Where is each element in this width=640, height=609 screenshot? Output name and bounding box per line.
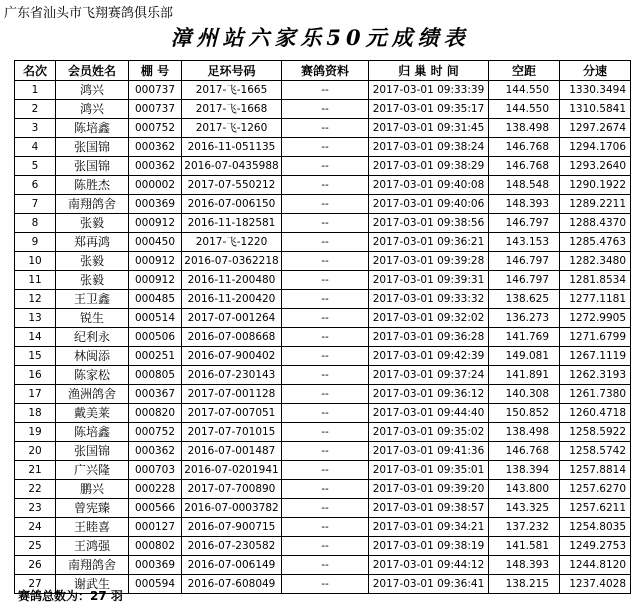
loft-number-cell: 000566 xyxy=(129,499,182,518)
distance-cell: 143.800 xyxy=(489,480,560,499)
pigeon-info-cell: -- xyxy=(282,366,369,385)
ring-number-cell: 2017-07-701015 xyxy=(182,423,282,442)
table-row xyxy=(15,480,631,499)
pigeon-info-cell: -- xyxy=(282,195,369,214)
distance-cell: 136.273 xyxy=(489,309,560,328)
header-rank: 名次 xyxy=(15,61,56,81)
ring-number-cell: 2016-07-0201941 xyxy=(182,461,282,480)
pigeon-info-cell: -- xyxy=(282,214,369,233)
member-name-cell: 张毅 xyxy=(56,252,129,271)
table-row xyxy=(15,100,631,119)
table-row xyxy=(15,556,631,575)
speed-cell: 1282.3480 xyxy=(560,252,631,271)
speed-cell: 1254.8035 xyxy=(560,518,631,537)
distance-cell: 143.153 xyxy=(489,233,560,252)
arrival-time-cell: 2017-03-01 09:40:08 xyxy=(369,176,489,195)
pigeon-info-cell: -- xyxy=(282,556,369,575)
loft-number-cell: 000369 xyxy=(129,195,182,214)
loft-number-cell: 000802 xyxy=(129,537,182,556)
speed-cell: 1277.1181 xyxy=(560,290,631,309)
pigeon-info-cell: -- xyxy=(282,499,369,518)
header-member-name: 会员姓名 xyxy=(56,61,129,81)
header-speed: 分速 xyxy=(560,61,631,81)
loft-number-cell: 000703 xyxy=(129,461,182,480)
arrival-time-cell: 2017-03-01 09:35:02 xyxy=(369,423,489,442)
distance-cell: 146.797 xyxy=(489,214,560,233)
ring-number-cell: 2016-07-006149 xyxy=(182,556,282,575)
rank-cell: 12 xyxy=(15,290,56,309)
distance-cell: 143.325 xyxy=(489,499,560,518)
pigeon-info-cell: -- xyxy=(282,537,369,556)
distance-cell: 144.550 xyxy=(489,100,560,119)
speed-cell: 1297.2674 xyxy=(560,119,631,138)
speed-cell: 1262.3193 xyxy=(560,366,631,385)
distance-cell: 138.498 xyxy=(489,423,560,442)
loft-number-cell: 000752 xyxy=(129,423,182,442)
rank-cell: 10 xyxy=(15,252,56,271)
speed-cell: 1330.3494 xyxy=(560,81,631,100)
ring-number-cell: 2016-07-0003782 xyxy=(182,499,282,518)
rank-cell: 16 xyxy=(15,366,56,385)
arrival-time-cell: 2017-03-01 09:36:28 xyxy=(369,328,489,347)
arrival-time-cell: 2017-03-01 09:41:36 xyxy=(369,442,489,461)
speed-cell: 1281.8534 xyxy=(560,271,631,290)
pigeon-info-cell: -- xyxy=(282,385,369,404)
table-row xyxy=(15,423,631,442)
pigeon-info-cell: -- xyxy=(282,423,369,442)
loft-number-cell: 000912 xyxy=(129,214,182,233)
arrival-time-cell: 2017-03-01 09:36:12 xyxy=(369,385,489,404)
header-loft-number: 棚 号 xyxy=(129,61,182,81)
pigeon-info-cell: -- xyxy=(282,328,369,347)
member-name-cell: 陈胜杰 xyxy=(56,176,129,195)
member-name-cell: 郑再鸿 xyxy=(56,233,129,252)
pigeon-info-cell: -- xyxy=(282,100,369,119)
table-row xyxy=(15,233,631,252)
ring-number-cell: 2016-07-900715 xyxy=(182,518,282,537)
pigeon-info-cell: -- xyxy=(282,252,369,271)
pigeon-info-cell: -- xyxy=(282,138,369,157)
arrival-time-cell: 2017-03-01 09:36:41 xyxy=(369,575,489,594)
arrival-time-cell: 2017-03-01 09:39:31 xyxy=(369,271,489,290)
loft-number-cell: 000450 xyxy=(129,233,182,252)
speed-cell: 1257.8814 xyxy=(560,461,631,480)
ring-number-cell: 2016-07-230143 xyxy=(182,366,282,385)
member-name-cell: 王鸿强 xyxy=(56,537,129,556)
member-name-cell: 陈培鑫 xyxy=(56,119,129,138)
distance-cell: 138.215 xyxy=(489,575,560,594)
ring-number-cell: 2017-07-007051 xyxy=(182,404,282,423)
loft-number-cell: 000506 xyxy=(129,328,182,347)
member-name-cell: 戴美莱 xyxy=(56,404,129,423)
distance-cell: 150.852 xyxy=(489,404,560,423)
ring-number-cell: 2016-11-200420 xyxy=(182,290,282,309)
ring-number-cell: 2017-07-700890 xyxy=(182,480,282,499)
table-row xyxy=(15,518,631,537)
member-name-cell: 鹏兴 xyxy=(56,480,129,499)
ring-number-cell: 2017-飞-1220 xyxy=(182,233,282,252)
distance-cell: 141.891 xyxy=(489,366,560,385)
loft-number-cell: 000912 xyxy=(129,252,182,271)
member-name-cell: 张国锦 xyxy=(56,138,129,157)
ring-number-cell: 2017-07-001264 xyxy=(182,309,282,328)
arrival-time-cell: 2017-03-01 09:38:24 xyxy=(369,138,489,157)
arrival-time-cell: 2017-03-01 09:42:39 xyxy=(369,347,489,366)
ring-number-cell: 2016-07-608049 xyxy=(182,575,282,594)
ring-number-cell: 2016-07-001487 xyxy=(182,442,282,461)
loft-number-cell: 000002 xyxy=(129,176,182,195)
ring-number-cell: 2017-飞-1668 xyxy=(182,100,282,119)
rank-cell: 26 xyxy=(15,556,56,575)
table-row xyxy=(15,290,631,309)
speed-cell: 1257.6270 xyxy=(560,480,631,499)
header-ring-number: 足环号码 xyxy=(182,61,282,81)
speed-cell: 1237.4028 xyxy=(560,575,631,594)
pigeon-info-cell: -- xyxy=(282,461,369,480)
loft-number-cell: 000752 xyxy=(129,119,182,138)
table-row xyxy=(15,347,631,366)
table-row xyxy=(15,309,631,328)
arrival-time-cell: 2017-03-01 09:31:45 xyxy=(369,119,489,138)
distance-cell: 146.797 xyxy=(489,271,560,290)
arrival-time-cell: 2017-03-01 09:38:29 xyxy=(369,157,489,176)
arrival-time-cell: 2017-03-01 09:36:21 xyxy=(369,233,489,252)
loft-number-cell: 000228 xyxy=(129,480,182,499)
loft-number-cell: 000485 xyxy=(129,290,182,309)
pigeon-info-cell: -- xyxy=(282,480,369,499)
rank-cell: 4 xyxy=(15,138,56,157)
club-name: 广东省汕头市飞翔赛鸽俱乐部 xyxy=(4,6,174,21)
member-name-cell: 谢武生 xyxy=(56,575,129,594)
table-row xyxy=(15,366,631,385)
ring-number-cell: 2017-07-001128 xyxy=(182,385,282,404)
pigeon-info-cell: -- xyxy=(282,271,369,290)
table-row xyxy=(15,461,631,480)
arrival-time-cell: 2017-03-01 09:40:06 xyxy=(369,195,489,214)
rank-cell: 24 xyxy=(15,518,56,537)
rank-cell: 22 xyxy=(15,480,56,499)
distance-cell: 141.581 xyxy=(489,537,560,556)
member-name-cell: 张毅 xyxy=(56,271,129,290)
arrival-time-cell: 2017-03-01 09:33:39 xyxy=(369,81,489,100)
rank-cell: 13 xyxy=(15,309,56,328)
ring-number-cell: 2016-11-182581 xyxy=(182,214,282,233)
speed-cell: 1257.6211 xyxy=(560,499,631,518)
member-name-cell: 广兴隆 xyxy=(56,461,129,480)
table-row xyxy=(15,404,631,423)
results-body xyxy=(15,81,631,594)
rank-cell: 3 xyxy=(15,119,56,138)
speed-cell: 1258.5922 xyxy=(560,423,631,442)
loft-number-cell: 000362 xyxy=(129,442,182,461)
loft-number-cell: 000594 xyxy=(129,575,182,594)
loft-number-cell: 000367 xyxy=(129,385,182,404)
member-name-cell: 锐生 xyxy=(56,309,129,328)
ring-number-cell: 2016-07-230582 xyxy=(182,537,282,556)
pigeon-info-cell: -- xyxy=(282,119,369,138)
speed-cell: 1249.2753 xyxy=(560,537,631,556)
table-row xyxy=(15,537,631,556)
pigeon-info-cell: -- xyxy=(282,404,369,423)
distance-cell: 148.393 xyxy=(489,556,560,575)
table-row xyxy=(15,328,631,347)
loft-number-cell: 000362 xyxy=(129,138,182,157)
table-row xyxy=(15,176,631,195)
ring-number-cell: 2016-07-006150 xyxy=(182,195,282,214)
arrival-time-cell: 2017-03-01 09:38:56 xyxy=(369,214,489,233)
member-name-cell: 林闽添 xyxy=(56,347,129,366)
loft-number-cell: 000820 xyxy=(129,404,182,423)
distance-cell: 144.550 xyxy=(489,81,560,100)
arrival-time-cell: 2017-03-01 09:38:57 xyxy=(369,499,489,518)
member-name-cell: 鸿兴 xyxy=(56,100,129,119)
speed-cell: 1310.5841 xyxy=(560,100,631,119)
ring-number-cell: 2017-07-550212 xyxy=(182,176,282,195)
page-title: 漳州站六家乐50元成绩表 xyxy=(170,25,470,50)
loft-number-cell: 000369 xyxy=(129,556,182,575)
member-name-cell: 渔洲鸽舍 xyxy=(56,385,129,404)
distance-cell: 138.394 xyxy=(489,461,560,480)
distance-cell: 141.769 xyxy=(489,328,560,347)
header-arrival-time: 归 巢 时 间 xyxy=(369,61,489,81)
pigeon-info-cell: -- xyxy=(282,233,369,252)
table-row xyxy=(15,252,631,271)
loft-number-cell: 000251 xyxy=(129,347,182,366)
rank-cell: 17 xyxy=(15,385,56,404)
speed-cell: 1258.5742 xyxy=(560,442,631,461)
ring-number-cell: 2017-飞-1665 xyxy=(182,81,282,100)
distance-cell: 140.308 xyxy=(489,385,560,404)
table-row xyxy=(15,499,631,518)
loft-number-cell: 000737 xyxy=(129,81,182,100)
member-name-cell: 王睦喜 xyxy=(56,518,129,537)
arrival-time-cell: 2017-03-01 09:35:01 xyxy=(369,461,489,480)
rank-cell: 6 xyxy=(15,176,56,195)
distance-cell: 148.548 xyxy=(489,176,560,195)
rank-cell: 19 xyxy=(15,423,56,442)
arrival-time-cell: 2017-03-01 09:35:17 xyxy=(369,100,489,119)
pigeon-info-cell: -- xyxy=(282,575,369,594)
pigeon-info-cell: -- xyxy=(282,81,369,100)
member-name-cell: 陈家松 xyxy=(56,366,129,385)
rank-cell: 25 xyxy=(15,537,56,556)
arrival-time-cell: 2017-03-01 09:39:20 xyxy=(369,480,489,499)
member-name-cell: 曾宪臻 xyxy=(56,499,129,518)
speed-cell: 1285.4763 xyxy=(560,233,631,252)
pigeon-info-cell: -- xyxy=(282,518,369,537)
header-pigeon-info: 赛鸽资料 xyxy=(282,61,369,81)
member-name-cell: 张毅 xyxy=(56,214,129,233)
rank-cell: 14 xyxy=(15,328,56,347)
pigeon-info-cell: -- xyxy=(282,290,369,309)
speed-cell: 1290.1922 xyxy=(560,176,631,195)
rank-cell: 2 xyxy=(15,100,56,119)
pigeon-info-cell: -- xyxy=(282,157,369,176)
table-row xyxy=(15,214,631,233)
table-row xyxy=(15,271,631,290)
distance-cell: 146.768 xyxy=(489,157,560,176)
ring-number-cell: 2016-07-0362218 xyxy=(182,252,282,271)
arrival-time-cell: 2017-03-01 09:38:19 xyxy=(369,537,489,556)
rank-cell: 11 xyxy=(15,271,56,290)
pigeon-info-cell: -- xyxy=(282,309,369,328)
table-row xyxy=(15,195,631,214)
ring-number-cell: 2017-飞-1260 xyxy=(182,119,282,138)
loft-number-cell: 000514 xyxy=(129,309,182,328)
loft-number-cell: 000362 xyxy=(129,157,182,176)
arrival-time-cell: 2017-03-01 09:33:32 xyxy=(369,290,489,309)
distance-cell: 146.768 xyxy=(489,442,560,461)
rank-cell: 7 xyxy=(15,195,56,214)
rank-cell: 20 xyxy=(15,442,56,461)
distance-cell: 137.232 xyxy=(489,518,560,537)
header-distance: 空距 xyxy=(489,61,560,81)
speed-cell: 1288.4370 xyxy=(560,214,631,233)
member-name-cell: 张国锦 xyxy=(56,442,129,461)
total-count: 赛鸽总数为：27 羽 xyxy=(18,589,123,603)
distance-cell: 149.081 xyxy=(489,347,560,366)
speed-cell: 1289.2211 xyxy=(560,195,631,214)
distance-cell: 146.768 xyxy=(489,138,560,157)
table-row xyxy=(15,442,631,461)
distance-cell: 146.797 xyxy=(489,252,560,271)
ring-number-cell: 2016-11-051135 xyxy=(182,138,282,157)
rank-cell: 1 xyxy=(15,81,56,100)
table-row xyxy=(15,138,631,157)
rank-cell: 23 xyxy=(15,499,56,518)
pigeon-info-cell: -- xyxy=(282,442,369,461)
rank-cell: 18 xyxy=(15,404,56,423)
speed-cell: 1272.9905 xyxy=(560,309,631,328)
ring-number-cell: 2016-07-0435988 xyxy=(182,157,282,176)
rank-cell: 8 xyxy=(15,214,56,233)
arrival-time-cell: 2017-03-01 09:39:28 xyxy=(369,252,489,271)
ring-number-cell: 2016-07-008668 xyxy=(182,328,282,347)
rank-cell: 5 xyxy=(15,157,56,176)
speed-cell: 1271.6799 xyxy=(560,328,631,347)
rank-cell: 27 xyxy=(15,575,56,594)
speed-cell: 1294.1706 xyxy=(560,138,631,157)
pigeon-info-cell: -- xyxy=(282,347,369,366)
loft-number-cell: 000805 xyxy=(129,366,182,385)
speed-cell: 1244.8120 xyxy=(560,556,631,575)
table-row xyxy=(15,157,631,176)
distance-cell: 138.498 xyxy=(489,119,560,138)
member-name-cell: 张国锦 xyxy=(56,157,129,176)
table-row xyxy=(15,385,631,404)
ring-number-cell: 2016-11-200480 xyxy=(182,271,282,290)
arrival-time-cell: 2017-03-01 09:34:21 xyxy=(369,518,489,537)
speed-cell: 1267.1119 xyxy=(560,347,631,366)
loft-number-cell: 000127 xyxy=(129,518,182,537)
arrival-time-cell: 2017-03-01 09:37:24 xyxy=(369,366,489,385)
speed-cell: 1293.2640 xyxy=(560,157,631,176)
loft-number-cell: 000912 xyxy=(129,271,182,290)
member-name-cell: 南翔鸽舍 xyxy=(56,556,129,575)
arrival-time-cell: 2017-03-01 09:32:02 xyxy=(369,309,489,328)
arrival-time-cell: 2017-03-01 09:44:40 xyxy=(369,404,489,423)
member-name-cell: 南翔鸽舍 xyxy=(56,195,129,214)
member-name-cell: 王卫鑫 xyxy=(56,290,129,309)
distance-cell: 138.625 xyxy=(489,290,560,309)
rank-cell: 21 xyxy=(15,461,56,480)
rank-cell: 9 xyxy=(15,233,56,252)
member-name-cell: 纪利永 xyxy=(56,328,129,347)
results-table xyxy=(14,60,631,594)
header-row xyxy=(15,61,631,81)
member-name-cell: 陈培鑫 xyxy=(56,423,129,442)
speed-cell: 1261.7380 xyxy=(560,385,631,404)
distance-cell: 148.393 xyxy=(489,195,560,214)
speed-cell: 1260.4718 xyxy=(560,404,631,423)
table-row xyxy=(15,81,631,100)
pigeon-info-cell: -- xyxy=(282,176,369,195)
loft-number-cell: 000737 xyxy=(129,100,182,119)
member-name-cell: 鸿兴 xyxy=(56,81,129,100)
rank-cell: 15 xyxy=(15,347,56,366)
ring-number-cell: 2016-07-900402 xyxy=(182,347,282,366)
arrival-time-cell: 2017-03-01 09:44:12 xyxy=(369,556,489,575)
table-row xyxy=(15,119,631,138)
